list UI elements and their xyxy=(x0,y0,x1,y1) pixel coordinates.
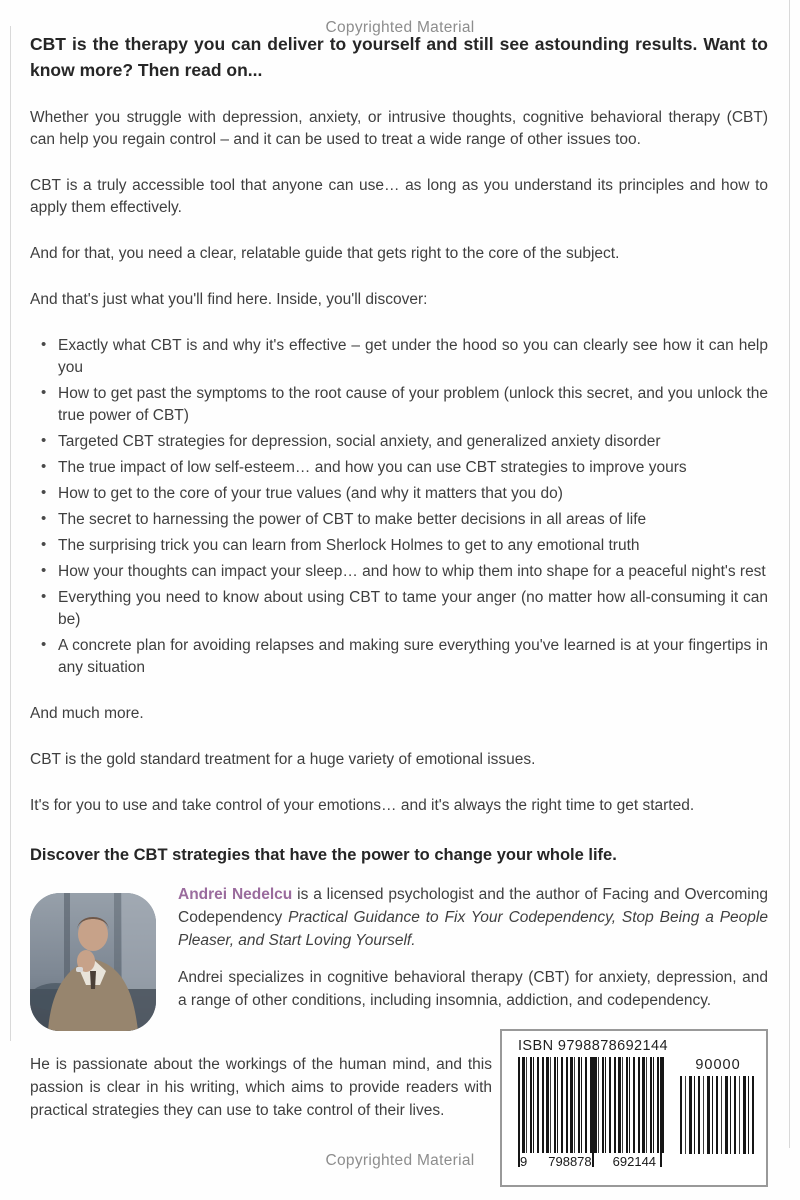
book-subtitle: Practical Guidance to Fix Your Codependency, Stop Being a People Pleaser, and Start Loving Yourself. xyxy=(178,909,768,949)
bio-text: is a licensed psychologist and the author of Facing and Overcoming Codependency xyxy=(178,886,768,926)
call-to-action-heading: Discover the CBT strategies that have the power to change your whole life. xyxy=(30,846,617,864)
supplement-bars xyxy=(680,1076,756,1154)
closing-paragraph: CBT is the gold standard treatment for a huge variety of emotional issues. xyxy=(30,751,536,768)
bio-paragraph-3: He is passionate about the workings of the human mind, and this passion is clear in his writing, which aims to provide readers with practical strategies they can use to take control of their lives. xyxy=(30,1056,492,1119)
bullet-item: • The true impact of low self-esteem… and how you can use CBT strategies to improve yours xyxy=(30,457,768,479)
bullet-item: • Everything you need to know about using CBT to tame your anger (no matter how all-consuming it can be) xyxy=(30,587,768,631)
page-edge-left xyxy=(10,26,11,1041)
intro-paragraph: And for that, you need a clear, relatable guide that gets right to the core of the subject. xyxy=(30,245,620,262)
bullet-item: • A concrete plan for avoiding relapses and making sure everything you've learned is at your fingertips in any situation xyxy=(30,635,768,679)
author-bio-section xyxy=(30,883,768,1037)
author-name: Andrei Nedelcu xyxy=(178,886,293,903)
bullet-item: • Exactly what CBT is and why it's effective – get under the hood so you can clearly see how it can help you xyxy=(30,335,768,379)
bullet-item: • The secret to harnessing the power of CBT to make better decisions in all areas of life xyxy=(30,509,768,531)
cover-content xyxy=(30,0,768,1187)
bio-paragraph-2: Andrei specializes in cognitive behavioral therapy (CBT) for anxiety, depression, and a range of other conditions, including insomnia, addiction, and codependency. xyxy=(178,969,768,1009)
bullet-item: • The surprising trick you can learn from Sherlock Holmes to get to any emotional truth xyxy=(30,535,768,557)
hook-heading: CBT is the therapy you can deliver to yourself and still see astounding results. Want to know more? Then read on... xyxy=(30,34,768,80)
isbn-label: ISBN 9798878692144 xyxy=(518,1038,668,1054)
closing-paragraph: And much more. xyxy=(30,705,144,722)
intro-paragraph: CBT is a truly accessible tool that anyone can use… as long as you understand its principles and how to apply them effectively. xyxy=(30,177,768,216)
page-edge-right xyxy=(789,0,790,1148)
author-photo xyxy=(30,893,156,1031)
closing-paragraph: It's for you to use and take control of your emotions… and it's always the right time to get started. xyxy=(30,797,695,814)
copyright-watermark-top: Copyrighted Material xyxy=(325,19,475,36)
copyright-watermark-bottom: Copyrighted Material xyxy=(325,1152,475,1169)
bullet-item: • How your thoughts can impact your sleep… and how to whip them into shape for a peaceful night's rest xyxy=(30,561,768,583)
bullet-item: • How to get to the core of your true values (and why it matters that you do) xyxy=(30,483,768,505)
feature-bullet-list xyxy=(30,335,768,679)
price-code: 90000 xyxy=(695,1057,741,1073)
intro-paragraph: And that's just what you'll find here. Inside, you'll discover: xyxy=(30,291,428,308)
bullet-item: • Targeted CBT strategies for depression, social anxiety, and generalized anxiety disorder xyxy=(30,431,768,453)
intro-paragraph: Whether you struggle with depression, anxiety, or intrusive thoughts, cognitive behavioral therapy (CBT) can help you regain control – and it can be used to treat a wide range of other issues too. xyxy=(30,109,768,148)
bullet-item: • How to get past the symptoms to the root cause of your problem (unlock this secret, and you unlock the true power of CBT) xyxy=(30,383,768,427)
barcode-digits: 9 798878 692144 xyxy=(520,1154,657,1169)
